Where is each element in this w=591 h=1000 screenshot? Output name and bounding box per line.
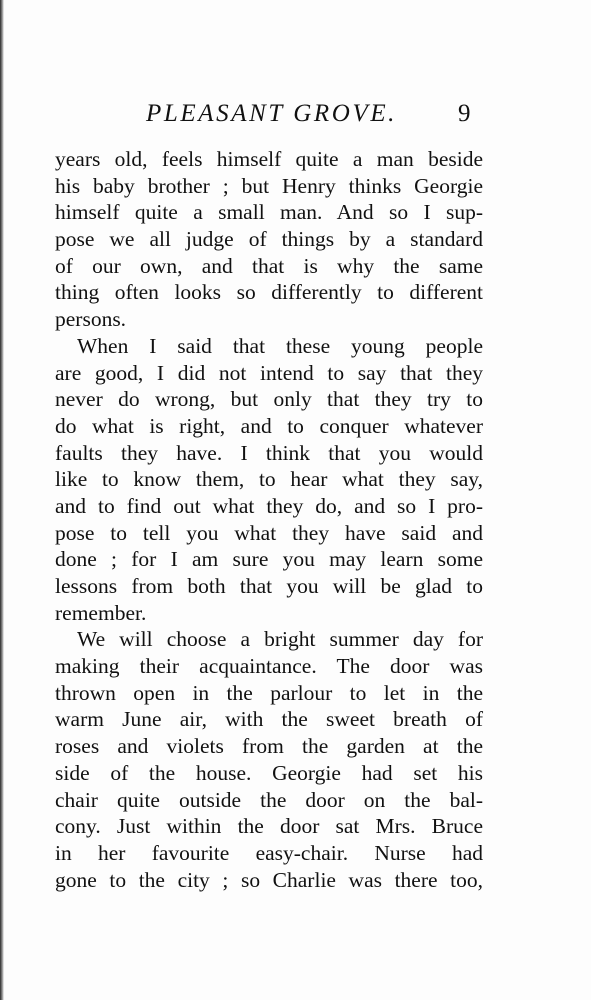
text-line: remember. [55,600,147,625]
text-line: himself quite a small man. And so I sup- [55,200,483,225]
running-header [0,97,591,131]
page-binding-edge [0,0,4,1000]
text-line: his baby brother ; but Henry thinks Georgie [55,173,483,198]
text-line: done ; for I am sure you may learn some [55,547,483,572]
text-line: chair quite outside the door on the bal- [55,787,483,812]
text-line: When I said that these young people [77,333,483,358]
text-line: persons. [55,307,127,332]
text-line: thing often looks so differently to different [55,280,483,305]
text-line: like to know them, to hear what they say, [55,467,483,492]
paragraph [55,626,483,893]
text-line: warm June air, with the sweet breath of [55,707,483,732]
text-line: faults they have. I think that you would [55,440,483,465]
body-text [55,146,483,893]
text-line: pose we all judge of things by a standard [55,227,483,252]
paragraph [55,146,483,333]
text-line: We will choose a bright summer day for [77,627,483,652]
text-line: thrown open in the parlour to let in the [55,680,483,705]
text-line: of our own, and that is why the same [55,253,483,278]
text-line: pose to tell you what they have said and [55,520,483,545]
text-line: roses and violets from the garden at the [55,734,483,759]
text-line: gone to the city ; so Charlie was there too, [55,867,483,892]
text-line: are good, I did not intend to say that they [55,360,483,385]
text-line: in her favourite easy-chair. Nurse had [55,840,483,865]
text-line: never do wrong, but only that they try to [55,387,483,412]
text-line: and to find out what they do, and so I pro- [55,493,483,518]
running-title: PLEASANT GROVE. [146,100,398,127]
text-line: lessons from both that you will be glad to [55,574,483,598]
text-line: years old, feels himself quite a man beside [55,147,483,171]
text-line: making their acquaintance. The door was [55,654,483,679]
text-line: cony. Just within the door sat Mrs. Bruce [55,814,483,839]
text-line: side of the house. Georgie had set his [55,760,483,785]
paragraph [55,333,483,627]
page-number: 9 [458,100,471,127]
text-line: do what is right, and to conquer whatever [55,413,483,438]
